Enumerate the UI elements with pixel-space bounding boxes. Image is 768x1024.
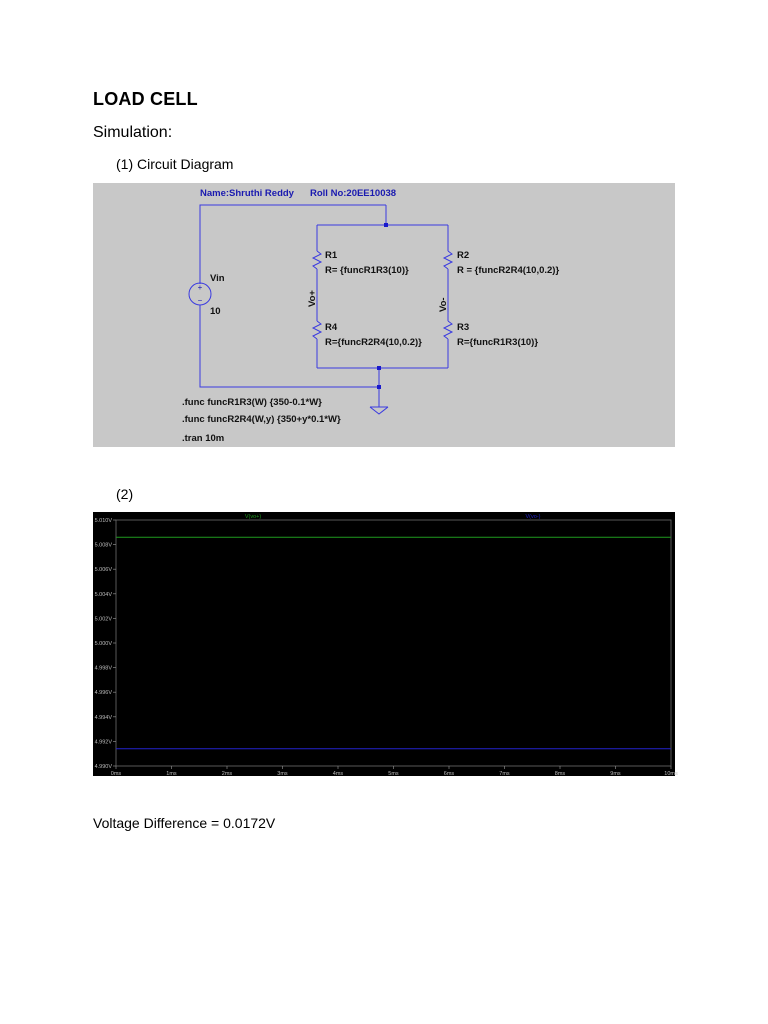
x-axis-ticks xyxy=(111,766,678,777)
y-tick-label: 4.998V xyxy=(94,665,112,672)
x-tick-label: 4ms xyxy=(332,771,344,777)
source-plus-sign: + xyxy=(197,283,203,292)
y-tick-label: 4.996V xyxy=(94,690,112,697)
y-tick-label: 5.004V xyxy=(94,591,112,598)
x-tick-label: 10ms xyxy=(664,771,678,777)
circuit-schematic xyxy=(93,183,675,447)
x-tick-label: 2ms xyxy=(221,771,233,777)
r2-name-label: R2 xyxy=(457,250,470,261)
r1-name-label: R1 xyxy=(325,250,338,261)
y-tick-label: 4.990V xyxy=(94,764,112,770)
circuit-diagram xyxy=(93,183,675,447)
source-minus-sign: − xyxy=(197,296,203,305)
x-tick-label: 6ms xyxy=(443,771,455,777)
junction-node xyxy=(377,366,381,370)
r3-value-label: R={funcR1R3(10)} xyxy=(457,337,539,348)
roll-number-label: Roll No:20EE10038 xyxy=(310,188,397,199)
spice-directive-func2: .func funcR2R4(W,y) {350+y*0.1*W} xyxy=(182,414,341,425)
waveform-chart xyxy=(93,512,678,777)
plot-frame xyxy=(116,520,671,766)
y-tick-label: 4.994V xyxy=(94,714,112,721)
x-tick-label: 5ms xyxy=(388,771,399,777)
y-tick-label: 5.002V xyxy=(94,616,112,623)
junction-node xyxy=(377,385,381,389)
r2-value-label: R = {funcR2R4(10,0.2)} xyxy=(457,265,560,276)
spice-directive-func1: .func funcR1R3(W) {350-0.1*W} xyxy=(182,397,322,408)
y-tick-label: 4.992V xyxy=(94,739,112,746)
x-tick-label: 7ms xyxy=(499,771,510,777)
y-tick-label: 5.000V xyxy=(94,641,112,647)
junction-node xyxy=(384,223,388,227)
y-tick-label: 5.006V xyxy=(94,567,112,574)
legend-entry: V(vo+) xyxy=(244,514,262,520)
y-tick-label: 5.008V xyxy=(94,542,112,549)
x-tick-label: 3ms xyxy=(277,771,288,777)
list-item-circuit-diagram: (1) Circuit Diagram xyxy=(116,156,234,172)
node-label-vo-minus: Vo- xyxy=(438,297,449,312)
spice-directive-tran: .tran 10m xyxy=(182,433,225,444)
section-heading: Simulation: xyxy=(93,124,173,141)
voltage-difference-result: Voltage Difference = 0.0172V xyxy=(93,815,276,831)
document-title: LOAD CELL xyxy=(93,89,198,109)
x-tick-label: 9ms xyxy=(610,771,621,777)
x-tick-label: 1ms xyxy=(166,771,177,777)
r3-name-label: R3 xyxy=(457,322,470,333)
circuit-wires xyxy=(197,205,452,414)
author-name-label: Name:Shruthi Reddy xyxy=(200,188,294,199)
plot-series xyxy=(116,537,671,749)
node-label-vo-plus: Vo+ xyxy=(307,290,318,307)
list-item-waveform: (2) xyxy=(116,486,134,502)
r4-value-label: R={funcR2R4(10,0.2)} xyxy=(325,337,422,348)
x-tick-label: 0ms xyxy=(110,771,122,777)
source-name-label: Vin xyxy=(210,273,225,284)
y-axis-ticks xyxy=(95,518,116,770)
x-tick-label: 8ms xyxy=(554,771,566,777)
y-tick-label: 5.010V xyxy=(94,518,112,524)
waveform-plot xyxy=(93,512,678,777)
legend-entry: V(vo-) xyxy=(525,514,541,520)
r1-value-label: R= {funcR1R3(10)} xyxy=(325,265,409,276)
source-value-label: 10 xyxy=(210,306,221,317)
plot-legend xyxy=(245,514,541,520)
r4-name-label: R4 xyxy=(325,322,338,333)
